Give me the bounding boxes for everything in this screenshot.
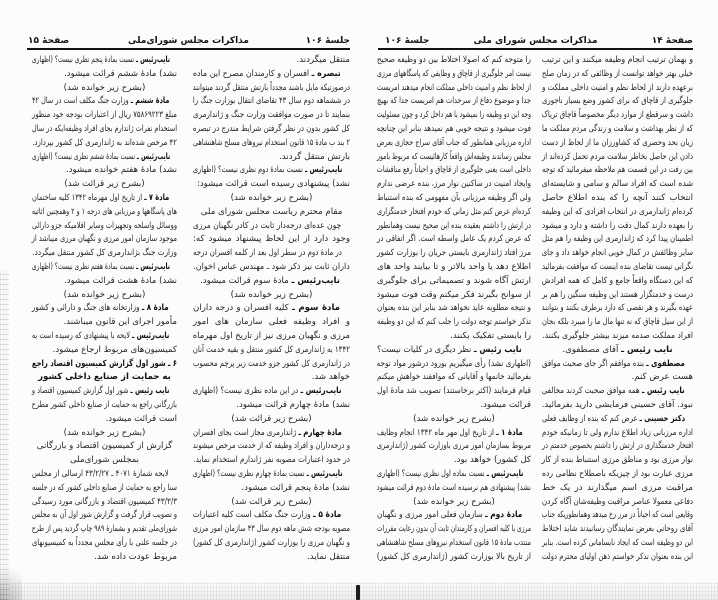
- text-line: نشد) پیشنهادی رسیده است قرائت میشود:: [196, 179, 350, 190]
- session-number: جلسهٔ ۱۰۶: [385, 36, 430, 46]
- text-line: و نگهبان مرزی را بوزارت کشور (ژاندارمری کل کشور): [192, 537, 350, 548]
- speaker-line: [193, 385, 350, 399]
- text-line: درصورتیکه مایل باشند مجدداً بارتش منتقل گردند میتوانند: [192, 82, 350, 93]
- text-line: داخلی است یعنی جلوگیری از قاچاق و احیاناً رفع مناقشات: [376, 165, 531, 176]
- text-line: قرائت میشود.: [480, 399, 531, 410]
- text-line: دفاعی معمولا عناصر مراقبت وظیفه‌شان آگاه کردن: [542, 496, 693, 507]
- reading-note: (بشرح زیر خوانده شد): [230, 192, 313, 203]
- section-heading: به حمایت از صنایع داخلی کشور: [38, 372, 171, 383]
- speaker-name: نایب‌رئیس ـ: [486, 468, 524, 479]
- text-line: موجود سازمان امور مرزی و نگهبان مرزی میباشد از: [31, 234, 177, 245]
- text-line: عهده بگیرند و هر نقصی که دارد برطرف بکنند و بتوانند: [541, 303, 693, 314]
- line-text: کلیه افسران و درجه داران: [193, 303, 292, 314]
- text-line: کل کشور بدون در نظر گرفتن شرایط مندرج در تبصره: [192, 123, 350, 134]
- reading-note: (بشرح زیر خوانده شد): [63, 427, 146, 438]
- line-text: نظر دیگری در کلیات نیست؟: [377, 344, 474, 355]
- text-line: و افراد وظیفه فعلی سازمان های امور: [193, 317, 350, 328]
- speaker-name: نایب رئیس ـ: [621, 344, 673, 355]
- article-label: مادهٔ دوم ـ: [485, 510, 523, 521]
- speaker-name: نایب‌رئیس ـ: [136, 261, 171, 272]
- speaker-name: نایب‌رئیس ـ: [300, 386, 342, 397]
- line-text: از تاریخ اول مهرماه ۱۳۴۲ کلیه ساختمان: [31, 192, 145, 203]
- speaker-name: نایب‌رئیس ـ: [304, 165, 343, 176]
- text-line: وایجاد امنیت در ساکنین نوار مرز، بنده عرضی ندارم: [376, 179, 531, 190]
- column-right: [542, 54, 693, 564]
- speaker-line: [32, 385, 177, 399]
- speaker-name: نایب رئیس ـ: [641, 386, 685, 397]
- line-text: ژاندارمری مجاز است بجای افسران: [192, 427, 299, 438]
- article-line: [32, 192, 177, 206]
- text-line: (اظهاری نشد) رأی میگیریم بورود درشور مواد توجه: [376, 358, 531, 369]
- text-line: ۲ بند ب مادهٔ ۱۵ قانون استخدام نیروهای مسلح شاهنشاهی: [192, 137, 350, 148]
- speaker-line: [377, 344, 531, 358]
- text-line: داشت و سرقطع از موارد دیگر مخصوصاً قاچاق تریاک: [541, 110, 693, 121]
- text-line: قیام فرمایند (اکثر برخاستند) تصویب شد مادهٔ اول: [376, 386, 531, 397]
- text-line: که عرض کردم یک عامل واسطه است. اگر اتفاقی در: [377, 234, 531, 245]
- line-text: افسران و کارمندان مصرح این ماده: [192, 68, 312, 79]
- text-line: منتقل میگردند.: [296, 55, 350, 65]
- text-line: کرده‌ام عرض کنم مثل زمانی که خودم افتخار خدمتگزاری: [377, 206, 531, 217]
- text-line: نشد) مادهٔ ششم قرائت میشود.: [64, 68, 177, 79]
- text-line: این دو وظیفه است که ایجاد نابسامانی کرده است. بنابر: [541, 537, 693, 548]
- speaker-line: [32, 330, 177, 344]
- line-text: وزارت جنگ مکلف است کلیه اعتبارات: [192, 510, 314, 521]
- text-line: مرزی عبارت بود از چیزیکه باصطلاح نظامی رده: [542, 468, 693, 479]
- speaker-name: نایب رئیس ـ: [130, 386, 170, 397]
- line-text: وزارتخانه های جنگ و دارائی و کشور: [31, 303, 142, 314]
- speaker-line: [193, 164, 350, 178]
- text-line: منتقل نماید.: [307, 551, 350, 562]
- reading-note: (بشرح زیر قرائت شد): [231, 413, 312, 424]
- text-line: درست و خدمتگزار هستند این وظیفه سنگین را هم بر: [542, 289, 693, 300]
- text-line: را بایستی تفکیک بکنند.: [450, 330, 531, 341]
- text-line: مبلغ ۷۵۸۶۹۲۲۳ ریال از اعتبارات بودجه خود منظور: [31, 110, 177, 121]
- note-label: تبصره ـ: [311, 68, 341, 79]
- text-line: مأمور اجرای این قانون میباشند.: [63, 317, 177, 328]
- text-line: شورای‌ملی تقدیم و بشمارهٔ ۹۸۹ چاپ گردید پس از طرح: [31, 524, 177, 535]
- line-text: نسبت بمادهٔ ششم نظری نیست؟ (اظهاری: [31, 151, 137, 162]
- text-line: جلوگیری از قاچاق که برای کشور وضع بسیار ناجوری: [541, 96, 693, 107]
- speaker-line: [542, 385, 693, 399]
- page-number: صفحهٔ ۱۴: [651, 36, 693, 46]
- text-line: نشد) مادهٔ پنجم قرائت میشود.: [241, 482, 350, 493]
- text-line: ۱۳۴۲ به ژاندارمری کل کشور منتقل و بقیه خدمت آنان: [192, 344, 350, 355]
- line-text: شور اول گزارش کمیسیون اقتصاد و: [31, 386, 131, 397]
- speaker-line: [193, 275, 350, 289]
- text-line: وجود دارد از این لحاظ پیشنهاد میشود که:: [193, 234, 350, 245]
- text-line: اطمینان پیدا کرد که ژاندارمری این وظیفه را هم مثل: [541, 234, 693, 245]
- speaker-line: [32, 151, 177, 165]
- line-text: بنده موافقم اگر جای صحبت موافق: [542, 358, 647, 369]
- text-line: منتدب مادهٔ ۱۵ قانون استخدام نیروهای مسلح شاهنشاهی: [376, 537, 531, 548]
- text-line: در ششماهه دوم سال ۴۳ تقاضای انتقال بوزارت جنگ را: [192, 96, 350, 107]
- speaker-name: نایب رئیس ـ: [473, 344, 522, 355]
- text-line: خیلی بهتر خواهد توانست از وظائفی که در زمان صلح: [541, 68, 693, 79]
- speaker-name: نایب‌رئیس ـ: [291, 275, 340, 286]
- text-line: در جلسه علنی با رأی مجلس مجدداً به کمیسیونهای: [31, 537, 177, 548]
- line-text: همه موافق صحبت کردند مخالفی: [541, 386, 642, 397]
- header-rule: [378, 48, 693, 50]
- text-line: های پاسگاهها و مرزبانی های درجه ۱ و ۲ وهمچنین اثاثیه: [31, 206, 177, 217]
- text-line: نشد) مادهٔ چهارم قرائت میشود.: [236, 399, 350, 410]
- article-line: [32, 95, 177, 109]
- text-line: را متوجه کنم که اصولا اختلاط بین دو وظیفه صحیح: [376, 55, 531, 65]
- article-label: مادهٔ ۸ ـ: [141, 303, 169, 314]
- text-line: وزارت جنگ بژاندارمری کل کشور منتقل میگردد.: [32, 248, 177, 259]
- reading-note: (بشرح زیر قرائت شد): [64, 179, 145, 190]
- text-line: آقای روحانی بعرض نمایندگان رسانیدند شاید اختلاط: [542, 524, 693, 535]
- text-line: نبود. آقای حسینی فرمایشی دارید بفرمائید.: [541, 399, 693, 410]
- text-line: بارتش منتقل گردند.: [279, 151, 350, 162]
- text-line: مصوبه بودجه شش ماهه دوم سال ۴۳ سازمان امور مرزی: [192, 524, 350, 535]
- text-line: اداره مرزبانی همانطور که جناب آقای سراج حجازی بعرض: [376, 137, 531, 148]
- line-text: نسبت بماده اول نظری نیست؟ (اظهاری: [377, 468, 487, 479]
- text-line: انتخاب کنند آنچه را که بنده اطلاع حاصل: [542, 192, 693, 203]
- text-line: ارتش آگاه شوند و تصمیماتی برای جلوگیری: [376, 275, 531, 286]
- column-right: [193, 54, 350, 564]
- text-line: است قرائت میشود.: [105, 413, 177, 424]
- text-line: کل کشور) خواهد بود.: [453, 455, 531, 466]
- speaker-name: مصطفوی ـ: [646, 358, 685, 369]
- text-line: تذکر خواستم توجه دولت را جلب کنم که این دو وظیفه: [377, 317, 531, 328]
- address-line: بمجلس شورای‌ملی: [70, 455, 139, 466]
- address-line: مقام محترم ریاست مجلس شورای ملی: [200, 206, 343, 217]
- column-left: [377, 54, 531, 564]
- text-line: اطلاع دهد یا واحد بالاتر و تا بیایند واحد های: [377, 261, 531, 272]
- speaker-line: [542, 344, 693, 358]
- reading-note: (بشرح زیر خوانده شد): [230, 289, 313, 300]
- text-line: دادن این حاصل بخاطر سلامت مردم تحمل کرده‌اند از: [542, 151, 693, 162]
- text-line: نگرانی نیست تقاضای بنده اینست که موافقت بفرمائید: [541, 261, 693, 272]
- text-line: خواهد شد.: [311, 372, 350, 383]
- text-line: و تصویب قرار گرفت و گزارش شور اول آن به مجلس: [32, 510, 177, 521]
- speaker-line: [32, 54, 177, 68]
- article-line: [193, 302, 350, 316]
- text-line: برعهده دارند از لحاظ نظم و امنیت داخلی مملکت و: [541, 82, 693, 93]
- text-line: ۴۳/۳/۳ کمیسیون اقتصاد و بازرگانی مورد رسیدگی: [32, 496, 177, 507]
- article-line: [377, 509, 531, 523]
- text-line: افراد مملکت صدمه میزند بیشتر جلوگیری بکنند.: [542, 330, 693, 341]
- running-title: مذاکرات مجلس شورای‌ملی: [128, 36, 249, 46]
- session-number: جلسهٔ ۱۰۶: [305, 36, 350, 46]
- speaker-line: [542, 413, 693, 427]
- text-line: در مادهٔ دوم در سطر اول بعد از کلمه افسران درجه: [192, 248, 342, 259]
- text-line: بفرمائید خانمها و آقایانی که موافقند خواهش میکنم: [377, 372, 531, 383]
- line-text: عرض کنم که بنده از وظایف فعلی: [541, 413, 640, 424]
- page-number: صفحهٔ ۱۵: [28, 36, 70, 46]
- reading-note: (بشرح زیر خوانده شد): [413, 413, 495, 424]
- text-line: مجلس رساندند وظیفه‌اش واقعاً کارهائیست که مربوط بامور: [377, 151, 531, 162]
- text-line: سایر وظائفش در کمال خوبی انجام خواهد داد و جای: [541, 248, 693, 259]
- article-line: [193, 509, 350, 523]
- speaker-name: نایب‌رئیس ـ: [306, 468, 343, 479]
- note-line: [193, 68, 350, 82]
- text-line: نیست امر جلوگیری از قاچاق و وظایفی که پاسگاههای مرزی: [376, 68, 531, 79]
- text-line: که این دستگاه واقعاً جامع و کامل که همه افرادش: [541, 275, 693, 286]
- text-line: وقایعی است که احیاناً در مرز رخ میدهد وهمانطوریکه جناب: [541, 510, 693, 521]
- line-text: سازمان فعلی امور مرزی و نگهبان: [376, 510, 486, 521]
- article-line: [193, 427, 350, 441]
- text-line: مرز افتاد ژاندارمری بایستی جریان را بوزارت کشور: [377, 248, 531, 259]
- text-line: جدا و موضوع دفاع از سرحدات هم امریست جدا که بهیچ: [377, 96, 531, 107]
- text-line: استخدام نفرات ژاندارم بجای افراد وظیفه‌ایکه در سال: [32, 123, 177, 134]
- line-text: در این ماده نظری نیست؟ (اظهاری: [192, 386, 301, 397]
- speaker-name: نایب‌رئیس ـ: [132, 330, 170, 341]
- speaker-name: نایب‌رئیس ـ: [136, 151, 171, 162]
- line-text: وزارت جنگ مکلف است در سال ۴۲: [31, 96, 131, 107]
- gutter-smudge: [356, 585, 360, 600]
- line-text: نسبت بمادهٔ دوم نظری نیست؟ (اظهاری: [192, 165, 305, 176]
- text-line: نشد) مادهٔ هشت قرائت میشود.: [64, 275, 177, 286]
- speaker-line: [542, 358, 693, 372]
- text-line: بازرگانی راجع به حمایت از صنایع داخلی کشور مطرح: [31, 399, 178, 410]
- text-line: کمیسیون‌های مربوط ارجاع میشود.: [52, 344, 177, 355]
- text-line: شده است که افراد سالم و سامی و شایسته‌ای: [541, 179, 693, 190]
- article-label: مادهٔ ۱ ـ: [496, 427, 523, 438]
- text-line: مرزی با کلیه افسران و کارمندان ثابت آن بدون رعایت مقررات: [376, 524, 531, 535]
- article-label: مادهٔ سوم ـ: [291, 303, 340, 314]
- text-line: و بهمان ترتیب انجام وظیفه میکنند و این ترتیب: [541, 55, 693, 65]
- reading-note: (بشرح زیر خوانده شد): [413, 496, 495, 507]
- section-heading: ۶ ـ شور اول گزارش کمیسیون اقتصاد راجع: [31, 358, 177, 369]
- article-label: مادهٔ ششم ـ: [130, 96, 170, 107]
- text-line: مربوط عودت داده شد.: [94, 551, 177, 562]
- line-text: نسبت بمادهٔ چهارم نظری نیست؟ (اظهاری: [192, 468, 307, 479]
- speaker-line: [193, 468, 350, 482]
- text-line: مراقبت مرزی اسم میگذارند در یک خط: [542, 482, 693, 493]
- text-line: چون عده‌ای درجه‌دار ثابت در کادر نگهبان مرزی: [192, 220, 342, 231]
- text-line: زیان بحد وحصری که کشاورزان ما از لحاظ از دست: [541, 137, 693, 148]
- reading-note: (بشرح زیر خوانده شد): [63, 82, 146, 93]
- text-line: ولی اگر وظیفه مرزبانی بآن مفهومی که بنده استنباط: [377, 192, 531, 203]
- text-line: ۴۲ مرخص شده‌اند به ژاندارمری کل کشور بپردازد.: [32, 137, 177, 148]
- text-line: را بعهده دارند کمال دقت را داشته و دارد و میشود: [542, 220, 693, 231]
- text-line: هست عرض کنم.: [631, 372, 693, 383]
- text-line: ووسائل واسلحه وتجهیزات وسایر اقلامیکه جزو دارائی: [31, 220, 177, 231]
- page-14: [359, 0, 718, 600]
- text-line: نشد) مادهٔ هفتم خوانده میشود.: [66, 165, 177, 176]
- text-line: سنا راجع به حمایت از صنایع داخلی کشور که در جلسه: [32, 482, 177, 493]
- text-line: این بنده بعنوان تذکر خواستم ذهن اولیای محترم دولت: [541, 551, 693, 562]
- signature-line: داران ثابت نیز ذکر شود ـ مهندس عباس اخوان.: [193, 261, 350, 272]
- line-text: مادهٔ سوم قرائت میشود.: [200, 275, 292, 286]
- reading-note: (بشرح زیر قرائت شد): [231, 496, 312, 507]
- speaker-name: نایب‌رئیس ـ: [135, 55, 170, 65]
- line-text: آقای مصطفوی.: [562, 344, 622, 355]
- text-line: در ژاندارمری کل کشور جزو خدمت زیر پرچم محسوب: [192, 358, 350, 369]
- text-line: از این سیل قاچاق که نه تنها مال ما را میبرد بلکه بجان: [541, 317, 693, 328]
- text-line: از سوانح بگیرند فکر میکنم وقت فوت میشود: [376, 289, 531, 300]
- article-line: [377, 427, 531, 441]
- text-line: از لحاظ نظم و امنیت داخلی مملکت انجام میدهند امریست: [377, 82, 531, 93]
- article-line: [32, 302, 177, 316]
- report-title: گزارش از کمیسیون اقتصاد و بازرگانی: [36, 441, 173, 452]
- text-line: نشد) پیشنهادی هم نرسیده است مادهٔ دوم قرائت میشود: [376, 482, 531, 493]
- speaker-line: [377, 468, 531, 482]
- text-line: بین رفت در این قسمت هم ملاحظه میفرمائید که توجه: [541, 165, 693, 176]
- text-line: مرزی و نگهبان مرزی نیز از تاریخ اول مهرماه: [192, 330, 350, 341]
- text-line: مربوط بسازمان امور مرزی باوزارت کشور (ژاندارمری: [376, 441, 531, 452]
- column-left: [32, 54, 177, 564]
- speaker-line: [32, 261, 177, 275]
- text-line: که از نظر بهداشت و سلامت و زندگی مردم مملکت ما: [541, 123, 693, 134]
- text-line: از تاریخ بالا بوزارت کشور (ژاندارمری کل کشور): [376, 551, 531, 562]
- reading-note: (بشرح زیر خوانده شد): [63, 289, 146, 300]
- speaker-name: دکتر حسینی ـ: [639, 413, 686, 424]
- text-line: کرده‌ام ژاندارمری در انتخاب افرادی که این وظیفه: [541, 206, 693, 217]
- scan-noise-left-edge: [0, 270, 9, 600]
- article-label: مادهٔ ۵ ـ: [313, 510, 342, 521]
- header-rule: [27, 48, 350, 50]
- text-line: بنمایند تا در صورت موافقت وزارت جنگ و ژاندارمری: [193, 110, 350, 121]
- line-text: نسبت بمادهٔ پنجم نظری نیست؟ (اظهاری: [31, 55, 136, 65]
- text-line: فوت میشود و نتیجه خوبی هم نمیدهد بنابر این چنانچه: [376, 123, 531, 134]
- text-line: در ارتش را داشتم بعقیده بنده این صحیح نیست وهمانطور: [377, 220, 531, 231]
- text-line: و درجه‌داران و افراد وظیفه که از خدمت مرخص میشوند: [192, 441, 350, 452]
- article-label: مادهٔ ۷ ـ: [144, 192, 170, 203]
- line-text: نسبت بمادهٔ هفتم نظری نیست؟ (اظهاری: [31, 261, 137, 272]
- text-line: لایحه شمارهٔ ۴۰۷۱ ـ ۴۳/۲/۲۷ ارسالی از مجلس: [32, 468, 169, 479]
- text-line: در حدود اعتبارات مصوبه نفر ژاندارم استخدام نماید.: [193, 455, 350, 466]
- line-text: از تاریخ اول مهر ماه ۱۳۴۲ انجام وظایف: [376, 427, 497, 438]
- text-line: وجه این دو وظیفه را نمیشود با هم داخل کرد و چون مسئولیت: [376, 110, 531, 121]
- text-line: نوار مرزی بود و مناطق مرزی استنباط بنده از کار: [541, 455, 693, 466]
- running-title: مذاکرات مجلس شورای ملی: [473, 36, 598, 46]
- article-label: مادهٔ چهارم ـ: [298, 427, 342, 438]
- text-line: اداره مرزبانی زیاد اطلاع ندارم ولی تا زمانیکه خودم: [541, 427, 693, 438]
- text-line: افتخار خدمتگذاری در ارتش را داشتم بخصوص خدمتم در: [542, 441, 693, 452]
- line-text: لایحه با پیشنهادی که رسیده است به: [31, 330, 133, 341]
- text-line: و نتیجه مطلوبه عاید نخواهد شد بنابر این بنده بعنوان: [377, 303, 531, 314]
